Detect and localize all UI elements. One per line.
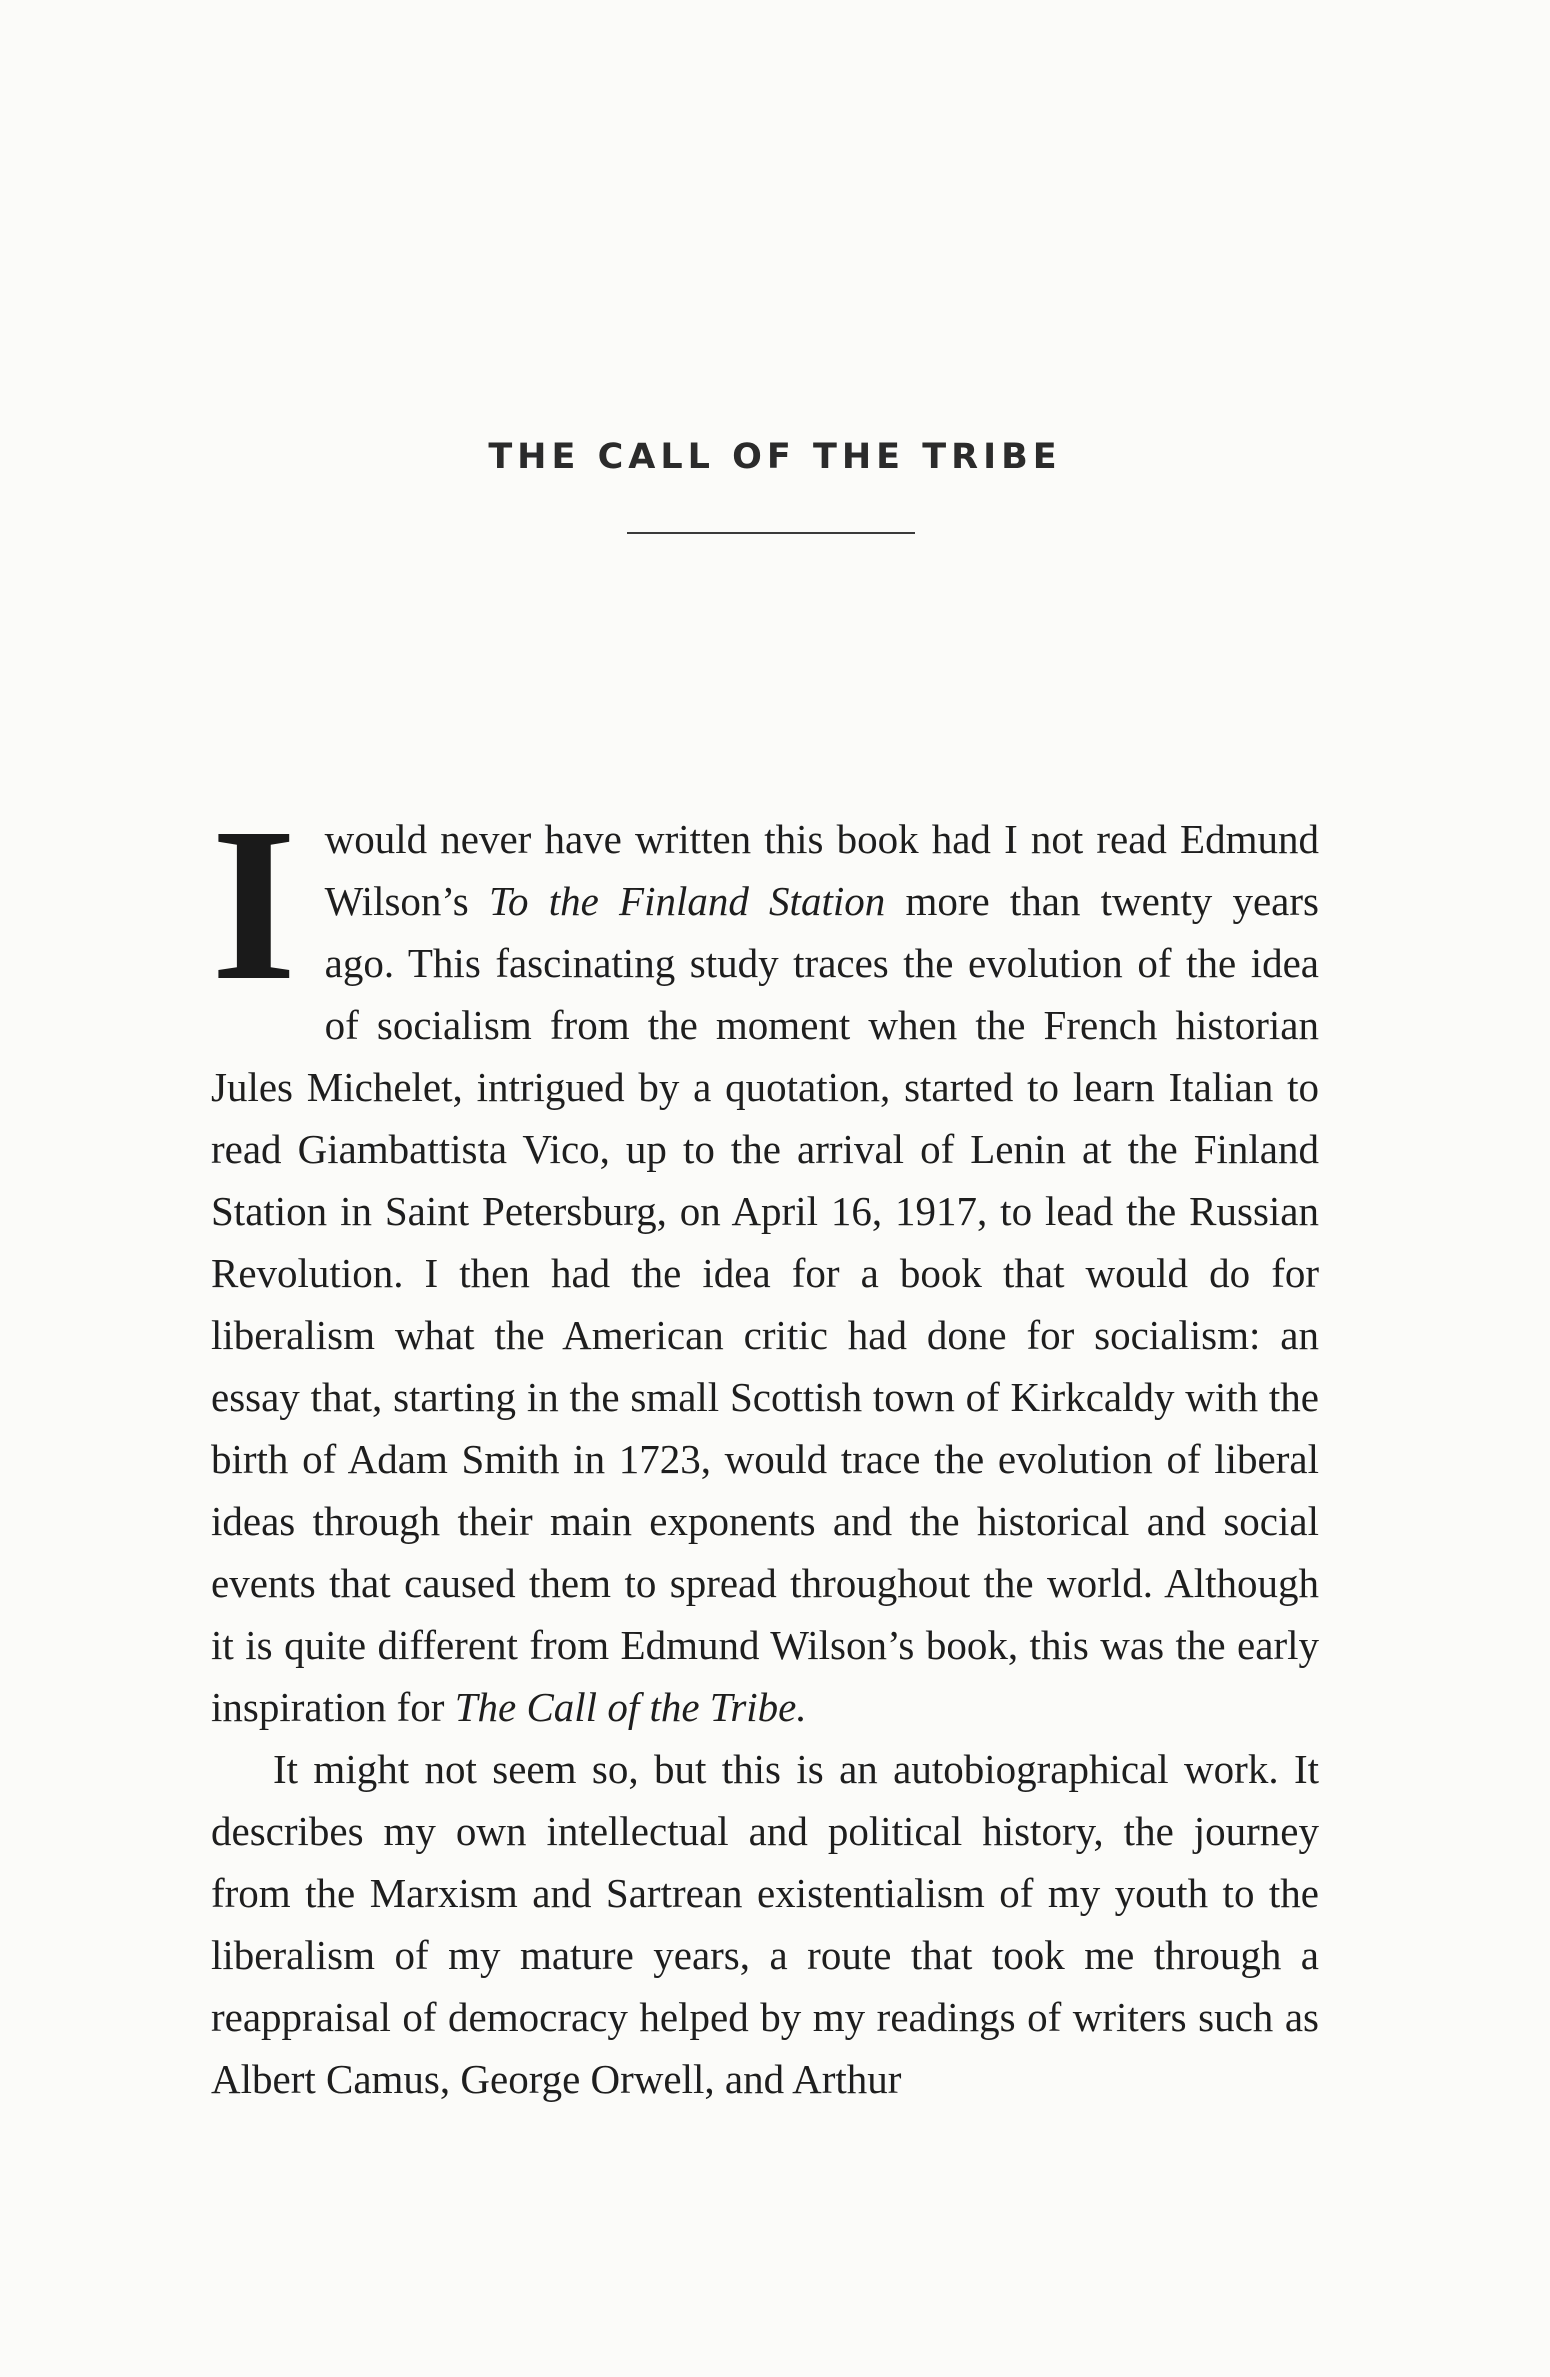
paragraph-1 xyxy=(211,782,1319,1738)
paragraph-2: It might not seem so, but this is an autobiographical work. It describes my own intellectual and political history, the journey from the Marxism and Sartrean existentialism of my youth to the liberalism of my mature years, a route that took me through a reappraisal of democracy helped by my readings of writers such as Albert Camus, George Orwell, and Arthur xyxy=(211,1746,1319,2102)
call-of-the-tribe-title: The Call of the Tribe. xyxy=(454,1684,807,1730)
chapter-title: THE CALL OF THE TRIBE xyxy=(488,437,1062,477)
drop-cap: I xyxy=(211,782,297,1026)
paragraph-1-text-b: more than twenty years ago. This fascinating study traces the evolution of the idea of socialism from the moment when the French historian Jules Michelet, intrigued by a quotation, started to learn Italian to read Giambattista Vico, up to the arrival of Lenin at the Finland Station in Saint Petersburg, on April 16, 1917, to lead the Russian Revolution. I then had the idea for a book that would do for liberalism what the American critic had done for socialism: an essay that, starting in the small Scottish town of Kirkcaldy with the birth of Adam Smith in 1723, would trace the evolution of liberal ideas through their main exponents and the historical and social events that caused them to spread throughout the world. Although it is quite different from Edmund Wilson’s book, this was the early inspiration for xyxy=(211,878,1319,1730)
finland-station-title: To the Finland Station xyxy=(488,878,886,924)
body-text xyxy=(211,782,1319,2110)
paragraph-1-text-a: would never have written this book had I not read Edmund Wilson’s xyxy=(324,816,1319,924)
title-rule xyxy=(627,532,915,534)
